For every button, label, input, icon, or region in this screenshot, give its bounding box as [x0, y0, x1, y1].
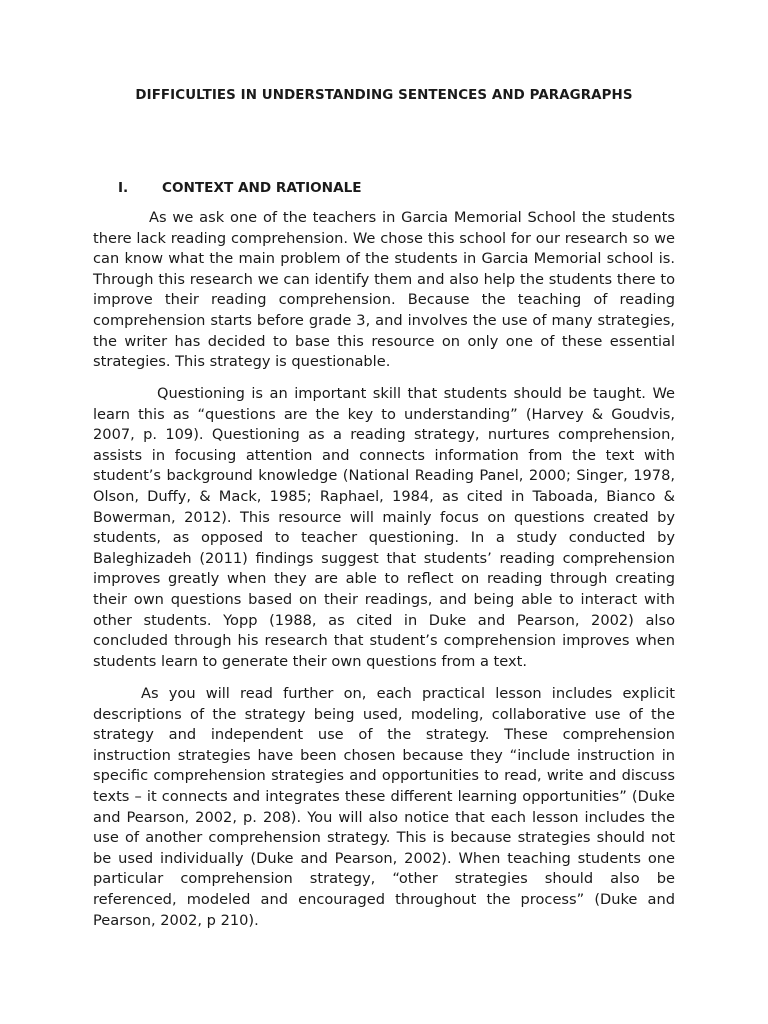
section-number: I. — [118, 180, 129, 196]
section-heading — [118, 180, 362, 196]
paragraph-lessons: As you will read further on, each practical lesson includes explicit descriptions of the strategy being used, modeling, collaborative use of the strategy and independent use of the strategy. These comprehension instruction strategies have been chosen because they “include instruction in specific comprehension strategies and opportunities to read, write and discuss texts – it connects and integrates these different learning opportunities” (Duke and Pearson, 2002, p. 208). You will also notice that each lesson includes the use of another comprehension strategy. This is because strategies should not be used individually (Duke and Pearson, 2002). When teaching students one particular comprehension strategy, “other strategies should also be referenced, modeled and encouraged throughout the process” (Duke and Pearson, 2002, p 210). — [93, 685, 675, 929]
section-heading-text: CONTEXT AND RATIONALE — [162, 180, 362, 196]
paragraph-questioning: Questioning is an important skill that students should be taught. We learn this as “questions are the key to understanding” (Harvey & Goudvis, 2007, p. 109). Questioning as a reading strategy, nurtures comprehension, assists in focusing attention and connects information from the text with student’s background knowledge (National Reading Panel, 2000; Singer, 1978, Olson, Duffy, & Mack, 1985; Raphael, 1984, as cited in Taboada, Bianco & Bowerman, 2012). This resource will mainly focus on questions created by students, as opposed to teacher questioning. In a study conducted by Baleghizadeh (2011) findings suggest that students’ reading comprehension improves greatly when they are able to reflect on reading through creating their own questions based on their readings, and being able to interact with other students. Yopp (1988, as cited in Duke and Pearson, 2002) also concluded through his research that student’s comprehension improves when students learn to generate their own questions from a text. — [93, 385, 675, 670]
document-title: DIFFICULTIES IN UNDERSTANDING SENTENCES AND PARAGRAPHS — [135, 88, 633, 103]
paragraph-context: As we ask one of the teachers in Garcia Memorial School the students there lack reading comprehension. We chose this school for our research so we can know what the main problem of the students in Garcia Memorial school is. Through this research we can identify them and also help the students there to improve their reading comprehension. Because the teaching of reading comprehension starts before grade 3, and involves the use of many strategies, the writer has decided to base this resource on only one of these essential strategies. This strategy is questionable. — [93, 209, 675, 371]
